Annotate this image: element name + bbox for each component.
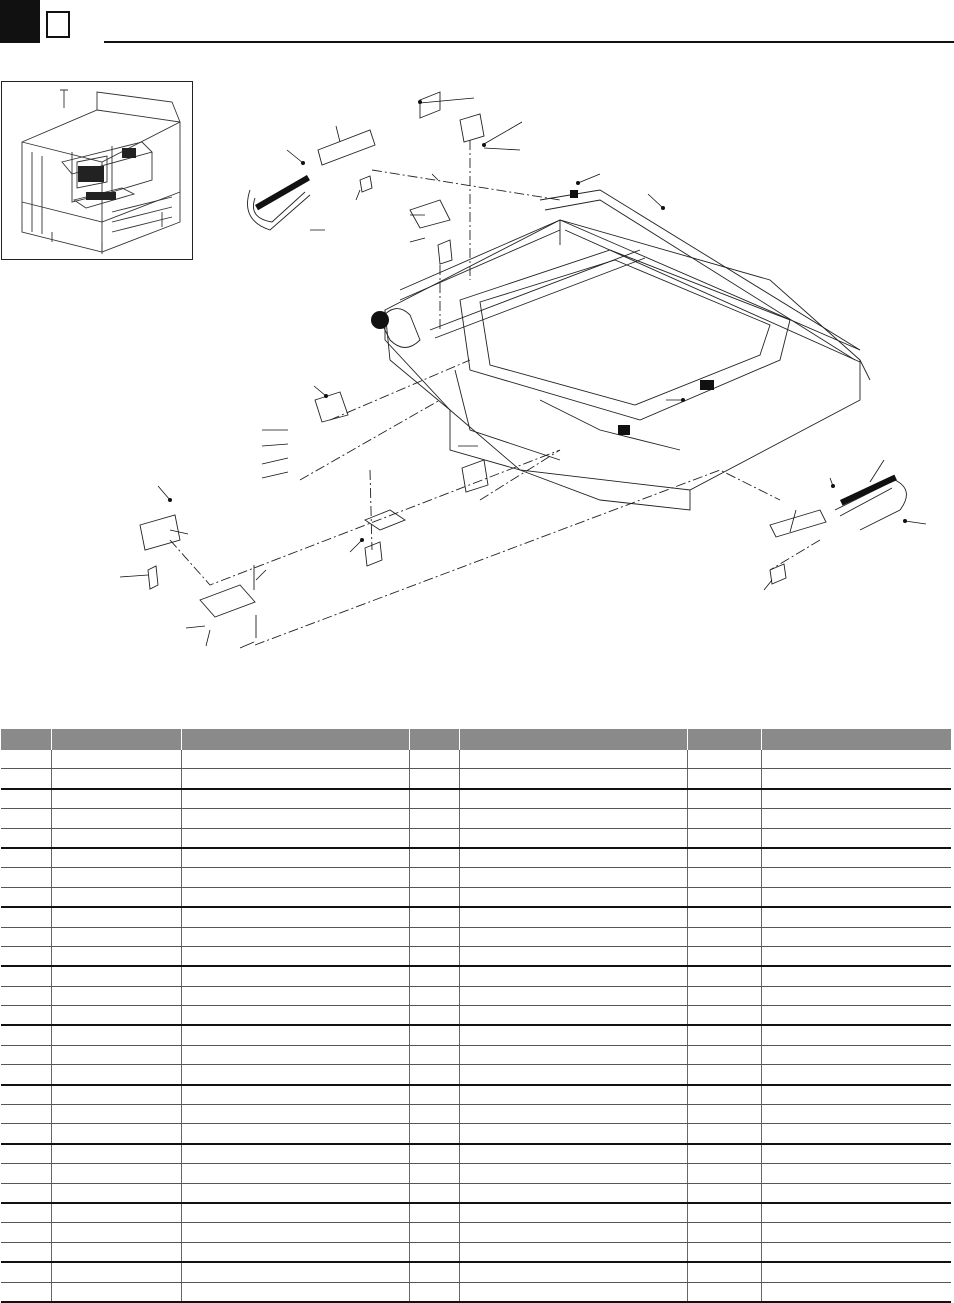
table-cell — [409, 966, 459, 986]
table-cell — [687, 1124, 761, 1144]
table-cell — [51, 946, 181, 966]
table-cell — [51, 1223, 181, 1242]
table-cell — [1, 1065, 51, 1085]
table-cell — [181, 809, 409, 828]
table-cell — [459, 809, 687, 828]
table-cell — [409, 809, 459, 828]
table-cell — [1, 809, 51, 828]
table-cell — [761, 1045, 951, 1064]
header-cell — [409, 729, 459, 750]
table-cell — [51, 1183, 181, 1203]
table-row — [1, 966, 951, 986]
table-cell — [1, 750, 51, 769]
table-row — [1, 1262, 951, 1282]
table-row — [1, 1144, 951, 1164]
table-cell — [409, 1124, 459, 1144]
table-cell — [459, 1262, 687, 1282]
table-cell — [181, 828, 409, 848]
table-cell — [1, 946, 51, 966]
table-cell — [687, 1203, 761, 1223]
table-cell — [409, 769, 459, 789]
table-cell — [409, 1025, 459, 1045]
table-cell — [409, 1006, 459, 1026]
exploded-parts-diagram — [0, 70, 954, 690]
table-row — [1, 1282, 951, 1302]
table-cell — [687, 750, 761, 769]
table-cell — [181, 1124, 409, 1144]
table-cell — [181, 1242, 409, 1262]
table-cell — [761, 1223, 951, 1242]
table-row — [1, 769, 951, 789]
table-cell — [181, 750, 409, 769]
table-cell — [51, 1203, 181, 1223]
table-cell — [1, 769, 51, 789]
table-cell — [1, 1282, 51, 1302]
table-cell — [1, 1144, 51, 1164]
table-cell — [1, 907, 51, 927]
table-cell — [51, 887, 181, 907]
table-cell — [409, 1085, 459, 1105]
table-cell — [459, 1085, 687, 1105]
table-cell — [459, 848, 687, 868]
table-cell — [687, 966, 761, 986]
table-cell — [761, 848, 951, 868]
table-cell — [409, 1065, 459, 1085]
table-cell — [1, 1124, 51, 1144]
table-cell — [409, 1105, 459, 1124]
table-cell — [181, 1144, 409, 1164]
table-cell — [687, 927, 761, 946]
table-cell — [1, 828, 51, 848]
table-cell — [459, 828, 687, 848]
table-row — [1, 946, 951, 966]
table-cell — [687, 1065, 761, 1085]
table-row — [1, 1164, 951, 1183]
table-cell — [1, 1006, 51, 1026]
table-cell — [181, 1203, 409, 1223]
table-cell — [687, 1085, 761, 1105]
table-cell — [687, 828, 761, 848]
table-cell — [181, 966, 409, 986]
table-cell — [1, 1045, 51, 1064]
table-cell — [51, 1025, 181, 1045]
table-cell — [761, 1164, 951, 1183]
table-cell — [51, 1124, 181, 1144]
table-cell — [761, 1025, 951, 1045]
table-cell — [51, 1164, 181, 1183]
table-cell — [51, 809, 181, 828]
table-row — [1, 1124, 951, 1144]
table-cell — [181, 1025, 409, 1045]
table-cell — [761, 1065, 951, 1085]
table-cell — [761, 946, 951, 966]
table-cell — [51, 789, 181, 809]
table-row — [1, 1105, 951, 1124]
table-cell — [1, 887, 51, 907]
table-cell — [459, 750, 687, 769]
table-row — [1, 927, 951, 946]
table-row — [1, 1223, 951, 1242]
header-cell — [181, 729, 409, 750]
table-cell — [761, 1183, 951, 1203]
table-row — [1, 907, 951, 927]
table-cell — [409, 1183, 459, 1203]
table-cell — [1, 789, 51, 809]
table-cell — [51, 1262, 181, 1282]
table-cell — [459, 1282, 687, 1302]
table-cell — [687, 1006, 761, 1026]
table-row — [1, 1183, 951, 1203]
table-cell — [181, 789, 409, 809]
table-cell — [409, 887, 459, 907]
table-row — [1, 1085, 951, 1105]
table-cell — [1, 1085, 51, 1105]
table-cell — [459, 1025, 687, 1045]
table-cell — [409, 848, 459, 868]
table-cell — [181, 1085, 409, 1105]
table-cell — [687, 1282, 761, 1302]
table-cell — [1, 1025, 51, 1045]
table-cell — [1, 848, 51, 868]
table-cell — [761, 1006, 951, 1026]
table-cell — [459, 789, 687, 809]
table-cell — [459, 966, 687, 986]
table-cell — [181, 1045, 409, 1064]
table-cell — [51, 828, 181, 848]
table-cell — [1, 927, 51, 946]
table-cell — [687, 907, 761, 927]
table-cell — [409, 1144, 459, 1164]
table-cell — [409, 789, 459, 809]
table-cell — [761, 966, 951, 986]
table-cell — [687, 1262, 761, 1282]
table-cell — [459, 868, 687, 887]
table-cell — [409, 1262, 459, 1282]
table-cell — [181, 1282, 409, 1302]
table-cell — [1, 1183, 51, 1203]
table-cell — [1, 1105, 51, 1124]
table-row — [1, 789, 951, 809]
table-cell — [409, 828, 459, 848]
table-cell — [1, 868, 51, 887]
table-cell — [459, 1045, 687, 1064]
table-cell — [459, 887, 687, 907]
table-cell — [761, 1085, 951, 1105]
table-cell — [51, 1282, 181, 1302]
table-cell — [687, 868, 761, 887]
table-cell — [1, 1223, 51, 1242]
table-cell — [687, 946, 761, 966]
header-cell — [459, 729, 687, 750]
table-cell — [761, 907, 951, 927]
table-cell — [761, 1124, 951, 1144]
table-cell — [181, 927, 409, 946]
table-cell — [409, 1282, 459, 1302]
table-cell — [181, 1262, 409, 1282]
table-row — [1, 828, 951, 848]
table-cell — [687, 1164, 761, 1183]
table-cell — [761, 1144, 951, 1164]
table-row — [1, 1203, 951, 1223]
table-row — [1, 1045, 951, 1064]
table-cell — [459, 1006, 687, 1026]
table-cell — [459, 946, 687, 966]
header-cell — [1, 729, 51, 750]
table-cell — [181, 887, 409, 907]
table-cell — [459, 1105, 687, 1124]
table-cell — [51, 907, 181, 927]
table-cell — [687, 1105, 761, 1124]
table-cell — [687, 1144, 761, 1164]
table-cell — [687, 848, 761, 868]
table-cell — [181, 986, 409, 1005]
page-number-box — [46, 11, 70, 38]
table-cell — [687, 1183, 761, 1203]
table-cell — [1, 966, 51, 986]
table-cell — [459, 1065, 687, 1085]
table-cell — [761, 1262, 951, 1282]
table-row — [1, 1242, 951, 1262]
table-header-row — [1, 729, 951, 750]
table-cell — [761, 868, 951, 887]
table-cell — [761, 750, 951, 769]
table-cell — [409, 946, 459, 966]
table-cell — [51, 927, 181, 946]
table-row — [1, 986, 951, 1005]
table-cell — [409, 1203, 459, 1223]
table-cell — [409, 1045, 459, 1064]
table-cell — [181, 1065, 409, 1085]
table-cell — [51, 1242, 181, 1262]
table-cell — [459, 1242, 687, 1262]
table-cell — [761, 1105, 951, 1124]
table-cell — [687, 789, 761, 809]
table-cell — [687, 887, 761, 907]
table-cell — [409, 868, 459, 887]
table-cell — [51, 966, 181, 986]
table-cell — [761, 927, 951, 946]
table-cell — [761, 809, 951, 828]
parts-table-body — [1, 750, 951, 1302]
table-row — [1, 1006, 951, 1026]
table-cell — [181, 1006, 409, 1026]
section-tab — [0, 0, 40, 43]
table-cell — [459, 986, 687, 1005]
table-cell — [409, 986, 459, 1005]
table-cell — [409, 1223, 459, 1242]
table-cell — [1, 1203, 51, 1223]
table-cell — [51, 848, 181, 868]
table-cell — [761, 1282, 951, 1302]
table-cell — [459, 769, 687, 789]
table-cell — [761, 1242, 951, 1262]
table-cell — [181, 1223, 409, 1242]
table-cell — [459, 1164, 687, 1183]
table-cell — [51, 1006, 181, 1026]
table-cell — [761, 828, 951, 848]
table-row — [1, 1025, 951, 1045]
table-cell — [1, 986, 51, 1005]
table-cell — [459, 907, 687, 927]
table-cell — [761, 789, 951, 809]
table-cell — [687, 986, 761, 1005]
table-cell — [51, 1065, 181, 1085]
table-cell — [1, 1242, 51, 1262]
table-cell — [51, 750, 181, 769]
table-cell — [181, 1183, 409, 1203]
table-cell — [761, 887, 951, 907]
table-cell — [409, 927, 459, 946]
table-cell — [181, 946, 409, 966]
table-cell — [459, 1183, 687, 1203]
table-cell — [409, 750, 459, 769]
table-cell — [761, 986, 951, 1005]
table-cell — [409, 1242, 459, 1262]
main-frame — [385, 220, 860, 490]
table-cell — [181, 1164, 409, 1183]
table-cell — [1, 1262, 51, 1282]
table-cell — [181, 848, 409, 868]
table-cell — [761, 1203, 951, 1223]
table-cell — [181, 868, 409, 887]
table-cell — [459, 1203, 687, 1223]
table-cell — [687, 1025, 761, 1045]
table-cell — [459, 1223, 687, 1242]
table-row — [1, 887, 951, 907]
table-cell — [687, 769, 761, 789]
table-row — [1, 750, 951, 769]
table-cell — [687, 809, 761, 828]
table-cell — [181, 907, 409, 927]
table-cell — [51, 1045, 181, 1064]
table-row — [1, 809, 951, 828]
table-cell — [51, 1105, 181, 1124]
table-cell — [181, 769, 409, 789]
header-cell — [51, 729, 181, 750]
table-cell — [51, 868, 181, 887]
table-cell — [51, 769, 181, 789]
table-cell — [687, 1223, 761, 1242]
table-row — [1, 868, 951, 887]
table-cell — [409, 1164, 459, 1183]
table-cell — [409, 907, 459, 927]
header-cell — [761, 729, 951, 750]
header-cell — [687, 729, 761, 750]
table-row — [1, 1065, 951, 1085]
table-cell — [1, 1164, 51, 1183]
table-cell — [459, 1144, 687, 1164]
parts-list-table — [1, 729, 951, 1303]
table-row — [1, 848, 951, 868]
table-cell — [687, 1045, 761, 1064]
table-cell — [51, 986, 181, 1005]
table-cell — [459, 927, 687, 946]
header-rule — [104, 41, 954, 43]
table-cell — [687, 1242, 761, 1262]
table-cell — [459, 1124, 687, 1144]
table-cell — [181, 1105, 409, 1124]
table-cell — [51, 1085, 181, 1105]
table-cell — [761, 769, 951, 789]
table-cell — [51, 1144, 181, 1164]
